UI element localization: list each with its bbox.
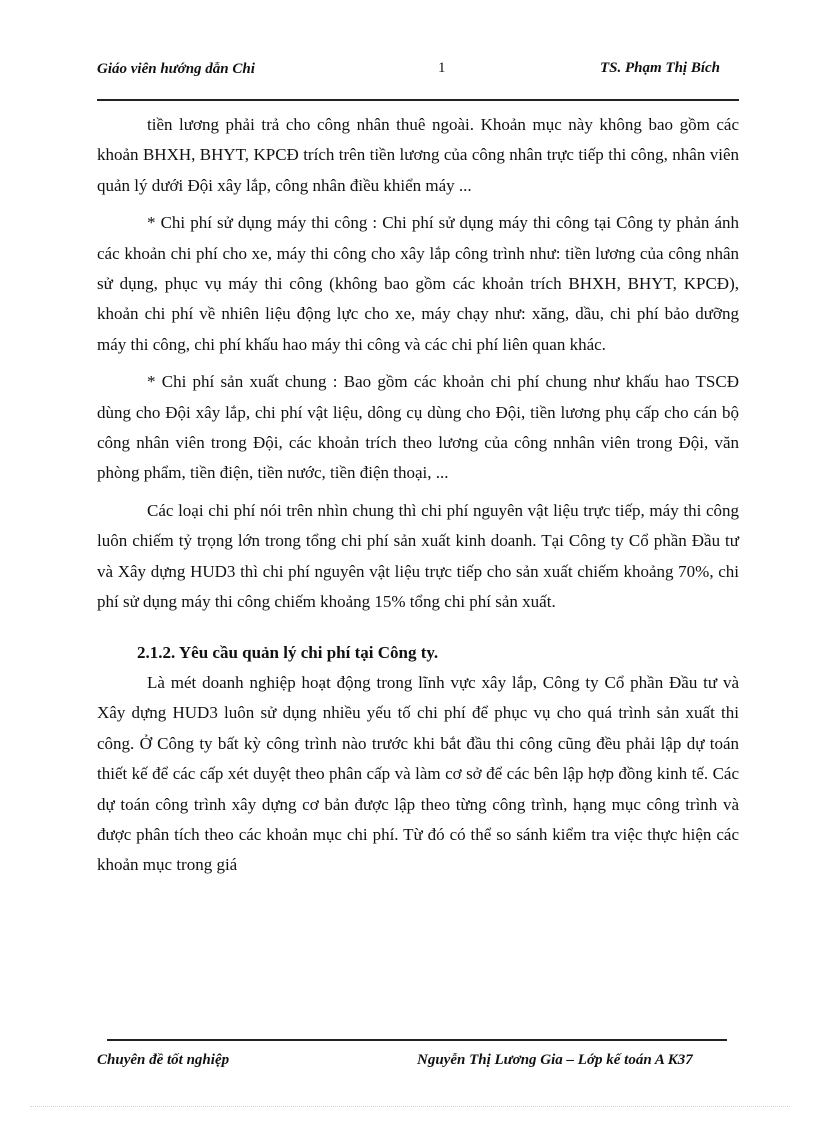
footer-divider [107, 1039, 727, 1041]
footer-author: Nguyễn Thị Lương Gia – Lớp kế toán A K37 [417, 1052, 693, 1068]
paragraph-cost-summary: Các loại chi phí nói trên nhìn chung thì chi phí nguyên vật liệu trực tiếp, máy thi công luôn chiếm tỷ trọng lớn trong tổng chi phí sản xuất kinh doanh. Tại Công ty Cổ phần Đầu tư và Xây dựng HUD3 thì chi phí nguyên vật liệu trực tiếp cho sản xuất chiếm khoảng 70%, chi phí sử dụng máy thi công chiếm khoảng 15% tổng chi phí sản xuất. [97, 500, 739, 612]
paragraph-overhead-cost: * Chi phí sản xuất chung : Bao gồm các khoản chi phí chung như khấu hao TSCĐ dùng cho Đội xây lắp, chi phí vật liệu, dông cụ dùng cho Đội, tiền lương phụ cấp cho cán bộ công nhân viên trong Đội, các khoản trích theo lương của công nnhân viên trong Đội, văn phòng phẩm, tiền điện, tiền nước, tiền điện thoại, ... [97, 372, 739, 483]
header-advisor-label: Giáo viên hướng dẫn Chi [97, 61, 255, 77]
header-advisor-name: TS. Phạm Thị Bích [600, 60, 721, 76]
paragraph-labor-cost: tiền lương phải trả cho công nhân thuê ngoài. Khoản mục này không bao gồm các khoản BHXH, BHYT, KPCĐ trích trên tiền lương của công nhân trực tiếp thi công, nhân viên quản lý dưới Đội xây lắp, công nhân điều khiển máy ... [97, 115, 739, 195]
page-number: 1 [438, 60, 446, 76]
footer-thesis-label: Chuyên đề tốt nghiệp [97, 1052, 230, 1068]
paragraph-cost-management: Là mét doanh nghiệp hoạt động trong lĩnh vực xây lắp, Công ty Cổ phần Đầu tư và Xây dựng HUD3 luôn sử dụng nhiều yếu tố chi phí để phục vụ cho quá trình sản xuất thi công. Ở Công ty bất kỳ công trình nào trước khi bắt đầu thi công cũng đều phải lập dự toán thiết kế để các cấp xét duyệt theo phân cấp và làm cơ sở để các bên lập hợp đồng kinh tế. Các dự toán công trình xây dựng cơ bản được lập theo từng công trình, hạng mục công trình và được phân tích theo các khoản mục chi phí. Từ đó có thể so sánh kiểm tra việc thực hiện các khoản mục trong giá [97, 672, 739, 875]
page-edge-guide [30, 1106, 790, 1107]
header-divider [97, 99, 739, 101]
paragraph-machine-cost: * Chi phí sử dụng máy thi công : Chi phí sử dụng máy thi công tại Công ty phản ánh các khoản chi phí cho xe, máy thi công cho xây lắp công trình như: tiền lương của công nhân sử dụng, phục vụ máy thi công (không bao gồm các khoản trích BHXH, BHYT, KPCĐ), khoản chi phí về nhiên liệu động lực cho xe, máy chạy như: xăng, dầu, chi phí bảo dưỡng máy thi công, chi phí khấu hao máy thi công và các chi phí liên quan khác. [97, 213, 739, 354]
body-text [97, 110, 739, 881]
section-heading: 2.1.2. Yêu cầu quản lý chi phí tại Công ty. [137, 642, 439, 662]
